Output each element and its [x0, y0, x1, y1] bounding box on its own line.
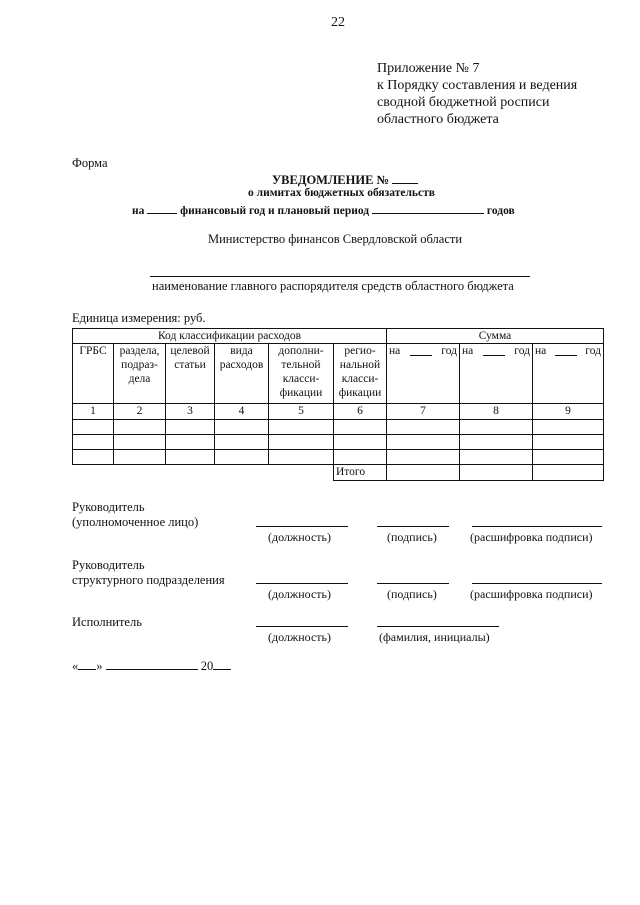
date-year-blank [213, 658, 231, 670]
notice-period [132, 202, 515, 217]
head-decode-caption: (расшифровка подписи) [470, 530, 593, 544]
date-quote-close: » [96, 659, 103, 673]
header-classification: Код классификации расходов [73, 329, 387, 344]
head-label-l1: Руководитель [72, 500, 145, 514]
header-additional-l1: дополни- [278, 345, 324, 357]
col-number-5: 5 [269, 404, 334, 420]
header-section [114, 344, 166, 404]
struct-decode-line [472, 583, 602, 584]
header-section-l1: раздела, [119, 345, 160, 357]
header-year-3 [533, 344, 604, 404]
appendix-line-4: областного бюджета [377, 112, 499, 127]
header-regional-l3: класси- [341, 373, 379, 385]
form-label: Форма [72, 156, 108, 170]
header-additional [269, 344, 334, 404]
year3-god: год [585, 345, 601, 357]
header-target-l1: целевой [170, 345, 210, 357]
header-sum: Сумма [387, 329, 604, 344]
executor-label: Исполнитель [72, 615, 142, 629]
header-section-l3: дела [128, 373, 151, 385]
notice-title-text: УВЕДОМЛЕНИЕ № [272, 173, 390, 187]
year2-blank [483, 344, 505, 356]
header-regional-l1: регио- [344, 345, 376, 357]
struct-head-label-l1: Руководитель [72, 558, 145, 572]
period-text: финансовый год и плановый период [180, 205, 370, 217]
header-type-l1: вида [230, 345, 253, 357]
unit-label: Единица измерения: руб. [72, 311, 206, 325]
date-month-blank [106, 658, 198, 670]
header-type-l2: расходов [219, 359, 264, 371]
header-type [215, 344, 269, 404]
col-number-3: 3 [166, 404, 215, 420]
year1-na: на [389, 345, 401, 357]
header-target [166, 344, 215, 404]
year-blank [147, 202, 177, 214]
head-position-caption: (должность) [268, 530, 331, 544]
appendix-line-1: Приложение № 7 [377, 61, 480, 76]
period-blank [372, 202, 484, 214]
header-target-l2: статьи [174, 359, 206, 371]
year3-na: на [535, 345, 547, 357]
header-section-l2: подраз- [121, 359, 158, 371]
year1-blank [410, 344, 432, 356]
head-label-l2: (уполномоченное лицо) [72, 515, 199, 529]
page-number: 22 [331, 15, 345, 30]
date-quote-open: « [72, 659, 79, 673]
header-additional-l2: тельной [281, 359, 321, 371]
head-signature-caption: (подпись) [387, 530, 437, 544]
date-day-blank [78, 658, 96, 670]
executor-fio-line [377, 626, 499, 627]
year2-god: год [514, 345, 530, 357]
appendix-line-2: к Порядку составления и ведения [377, 78, 578, 93]
table-header-group-row [73, 329, 604, 344]
head-label [72, 500, 198, 530]
col-number-4: 4 [215, 404, 269, 420]
col-number-6: 6 [334, 404, 387, 420]
head-decode-line [472, 526, 602, 527]
ministry-underline [150, 276, 530, 277]
table-total-row [73, 465, 604, 481]
table-header-row [73, 344, 604, 404]
header-additional-l4: фикации [279, 387, 323, 399]
head-signature-line [377, 526, 449, 527]
header-grbs: ГРБС [73, 344, 114, 404]
struct-decode-caption: (расшифровка подписи) [470, 587, 593, 601]
struct-signature-caption: (подпись) [387, 587, 437, 601]
struct-signature-line [377, 583, 449, 584]
table-row [73, 420, 604, 435]
struct-position-line [256, 583, 348, 584]
struct-head-label [72, 558, 225, 588]
date-year-prefix: 20 [200, 659, 214, 673]
col-number-7: 7 [387, 404, 460, 420]
col-number-1: 1 [73, 404, 114, 420]
executor-position-line [256, 626, 348, 627]
year2-na: на [462, 345, 474, 357]
col-number-9: 9 [533, 404, 604, 420]
executor-position-caption: (должность) [268, 630, 331, 644]
period-na: на [132, 205, 145, 217]
header-regional-l2: нальной [339, 359, 381, 371]
header-year-1 [387, 344, 460, 404]
notice-subtitle: о лимитах бюджетных обязательств [248, 187, 435, 199]
total-label: Итого [334, 465, 387, 481]
table-row [73, 435, 604, 450]
appendix-block [377, 60, 577, 128]
executor-fio-caption: (фамилия, инициалы) [379, 630, 490, 644]
notice-title [272, 172, 418, 188]
limits-table [72, 328, 604, 481]
header-regional [334, 344, 387, 404]
ministry-caption: наименование главного распорядителя средств областного бюджета [152, 279, 514, 293]
header-regional-l4: фикации [338, 387, 382, 399]
period-years: годов [486, 205, 515, 217]
col-number-2: 2 [114, 404, 166, 420]
date-line [72, 658, 231, 674]
table-row [73, 450, 604, 465]
header-additional-l3: класси- [282, 373, 320, 385]
appendix-line-3: сводной бюджетной росписи [377, 95, 550, 110]
year1-god: год [441, 345, 457, 357]
struct-position-caption: (должность) [268, 587, 331, 601]
table-number-row [73, 404, 604, 420]
header-year-2 [460, 344, 533, 404]
head-position-line [256, 526, 348, 527]
col-number-8: 8 [460, 404, 533, 420]
notice-number-blank [392, 172, 418, 184]
ministry-name: Министерство финансов Свердловской области [208, 232, 463, 246]
struct-head-label-l2: структурного подразделения [72, 573, 225, 587]
year3-blank [555, 344, 577, 356]
